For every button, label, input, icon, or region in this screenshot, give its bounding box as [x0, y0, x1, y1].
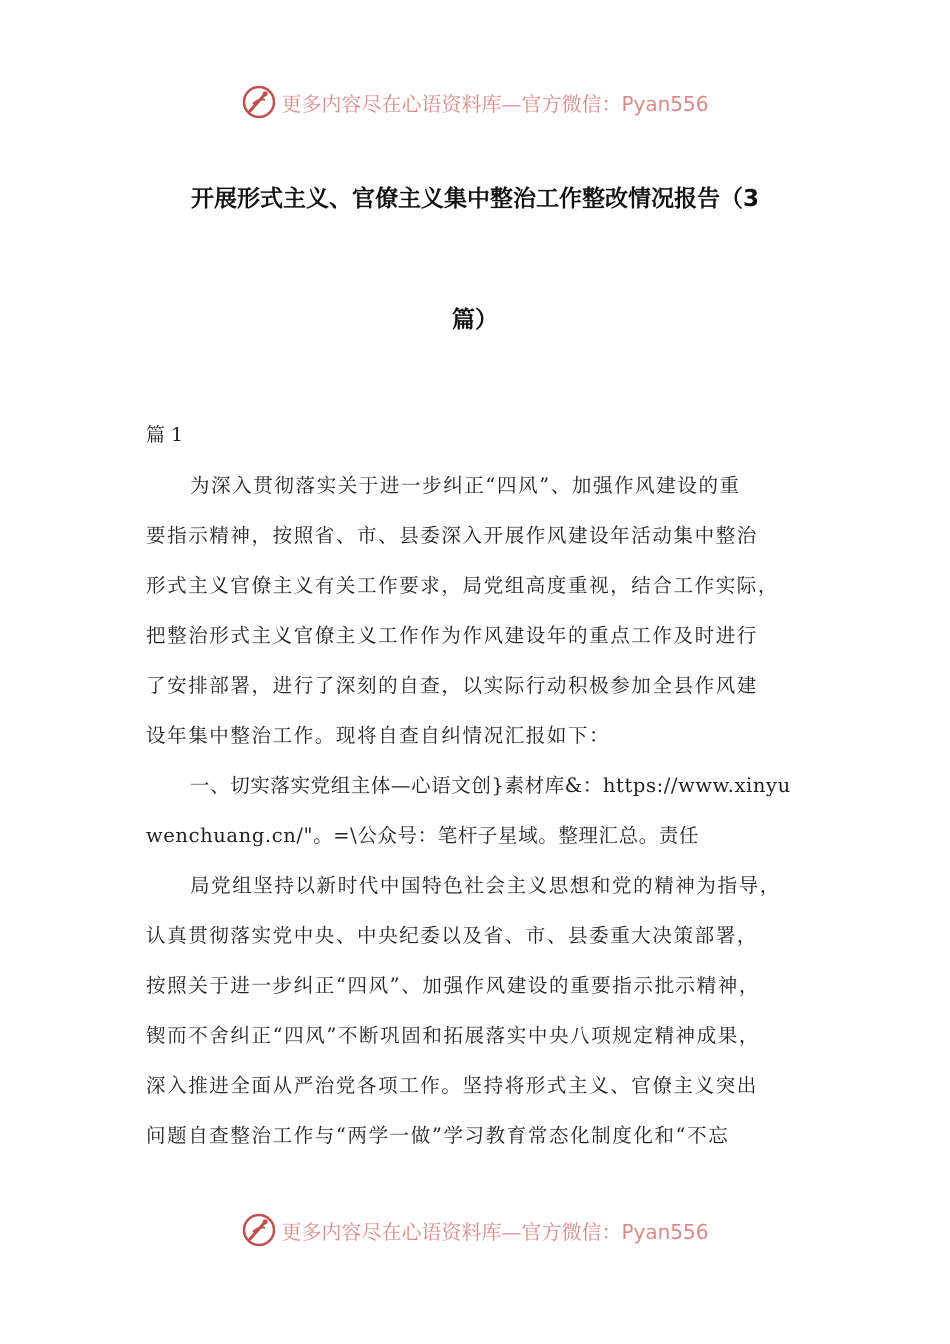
body-line: 形式主义官僚主义有关工作要求，局党组高度重视，结合工作实际，: [146, 574, 780, 597]
watermark-library-text: 更多内容尽在心语资料库—: [281, 91, 522, 116]
footer-watermark-banner: [0, 1210, 950, 1250]
body-line-heading: 一、切实落实党组主体—心语文创}素材库&：https://www.xinyu: [190, 774, 791, 797]
body-line: wenchuang.cn/"。=\公众号：笔杆子星域。整理汇总。责任: [146, 824, 700, 847]
pen-circle-logo-icon: [241, 1212, 277, 1248]
section-label: 篇 1: [146, 424, 184, 446]
body-line: 锲而不舍纠正“四风”不断巩固和拓展落实中央八项规定精神成果，: [146, 1024, 760, 1047]
body-line: 局党组坚持以新时代中国特色社会主义思想和党的精神为指导，: [190, 874, 781, 897]
body-line: 设年集中整治工作。现将自查自纠情况汇报如下：: [146, 724, 611, 747]
header-watermark-banner: [0, 82, 950, 122]
pen-circle-logo-icon: [241, 84, 277, 120]
watermark-wechat-text: 官方微信：Pyan556: [521, 91, 709, 116]
body-line: 把整治形式主义官僚主义工作作为作风建设年的重点工作及时进行: [146, 624, 758, 647]
body-line: 为深入贯彻落实关于进一步纠正“四风”、加强作风建设的重: [190, 474, 741, 497]
body-line: 问题自查整治工作与“两学一做”学习教育常态化制度化和“不忘: [146, 1124, 730, 1147]
document-title-line-2: 篇）: [452, 307, 498, 333]
body-line: 深入推进全面从严治党各项工作。坚持将形式主义、官僚主义突出: [146, 1074, 758, 1097]
body-line: 要指示精神，按照省、市、县委深入开展作风建设年活动集中整治: [146, 524, 758, 547]
watermark-wechat-text: 官方微信：Pyan556: [521, 1219, 709, 1244]
document-title-line-1: 开展形式主义、官僚主义集中整治工作整改情况报告（3: [190, 186, 759, 212]
body-line: 认真贯彻落实党中央、中央纪委以及省、市、县委重大决策部署，: [146, 924, 758, 947]
watermark-library-text: 更多内容尽在心语资料库—: [281, 1219, 522, 1244]
body-line: 了安排部署，进行了深刻的自查，以实际行动积极参加全县作风建: [146, 674, 758, 697]
body-line: 按照关于进一步纠正“四风”、加强作风建设的重要指示批示精神，: [146, 974, 760, 997]
